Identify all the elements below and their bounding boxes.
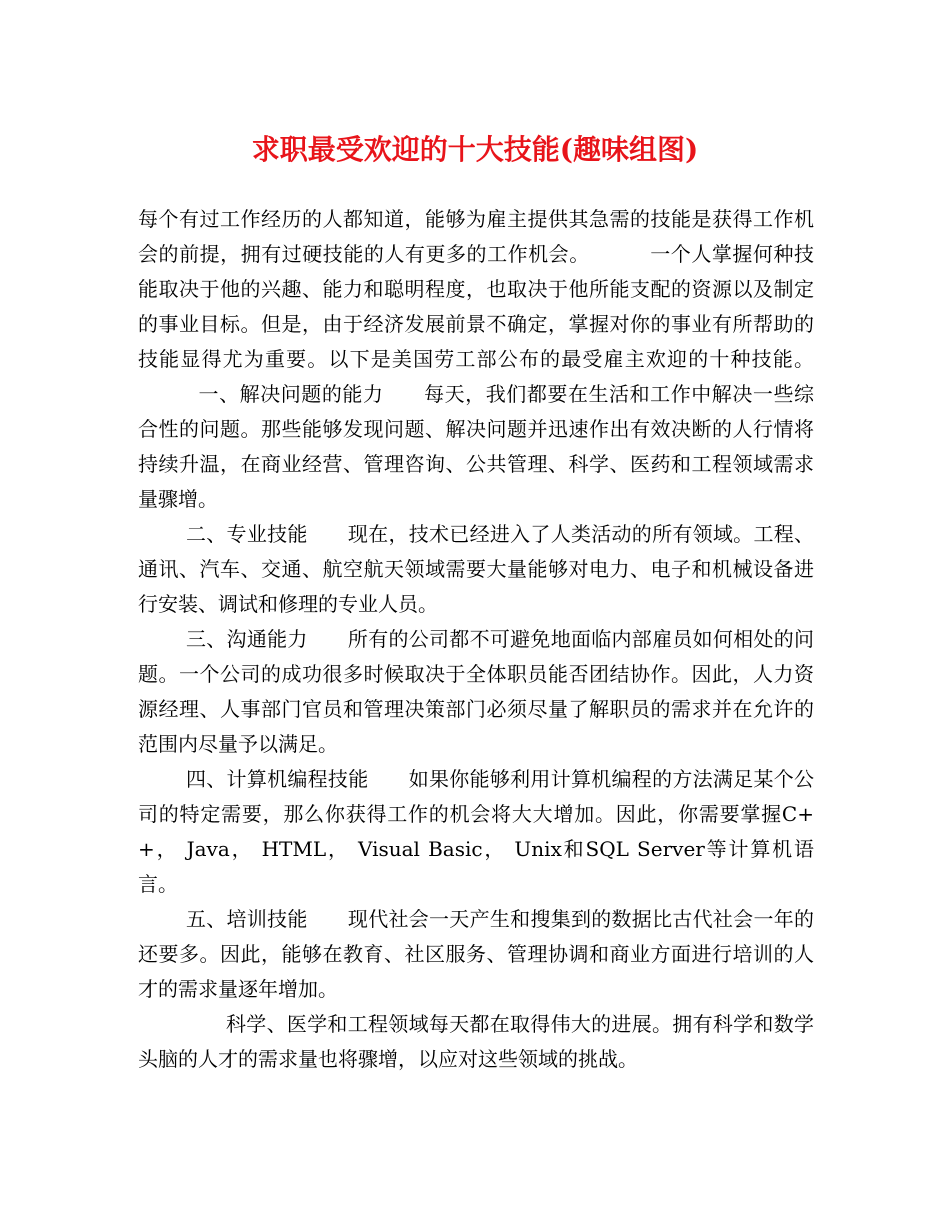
section-paragraph-4: [138, 762, 814, 902]
section-paragraph-5: [138, 902, 814, 1007]
closing-paragraph: 科学、医学和工程领域每天都在取得伟大的进展。拥有科学和数学头脑的人才的需求量也将骤增，以应对这些领域的挑战。: [138, 1012, 814, 1071]
section-text-2: 现在，技术已经进入了人类活动的所有领域。工程、通讯、汽车、交通、航空航天领域需要大量能够对电力、电子和机械设备进行安装、调试和修理的专业人员。: [138, 522, 815, 616]
intro-paragraph: [138, 202, 814, 517]
section-text-4: 如果你能够利用计算机编程的方法满足某个公司的特定需要，那么你获得工作的机会将大大增加。因此，你需要掌握C++， Java， HTML， Visual Basic， Unix和SQL Server等计算机语言。: [138, 767, 815, 896]
intro-text-2: 一个人掌握何种技能取决于他的兴趣、能力和聪明程度，也取决于他所能支配的资源以及制定的事业目标。但是，由于经济发展前景不确定，掌握对你的事业有所帮助的技能显得尤为重要。以下是美国劳工部公布的最受雇主欢迎的十种技能。: [138, 242, 815, 371]
section-heading-3: 三、沟通能力: [186, 627, 308, 651]
section-heading-2: 二、专业技能: [186, 522, 308, 546]
section-text-1: 每天，我们都要在生活和工作中解决一些综合性的问题。那些能够发现问题、解决问题并迅速作出有效决断的人行情将持续升温，在商业经营、管理咨询、公共管理、科学、医药和工程领域需求量骤增。: [138, 382, 815, 511]
page-title: 求职最受欢迎的十大技能(趣味组图): [251, 133, 699, 166]
document-body: [138, 202, 814, 1077]
section-text-3: 所有的公司都不可避免地面临内部雇员如何相处的问题。一个公司的成功很多时候取决于全体职员能否团结协作。因此，人力资源经理、人事部门官员和管理决策部门必须尽量了解职员的需求并在允许的范围内尽量予以满足。: [138, 627, 815, 756]
section-heading-5: 五、培训技能: [186, 907, 308, 931]
section-heading-1: 一、解决问题的能力: [198, 382, 384, 406]
section-paragraph-3: [138, 622, 814, 762]
intro-text-1: 每个有过工作经历的人都知道，能够为雇主提供其急需的技能是获得工作机会的前提，拥有过硬技能的人有更多的工作机会。: [138, 207, 814, 266]
section-heading-4: 四、计算机编程技能: [186, 767, 369, 791]
section-paragraph-2: [138, 517, 814, 622]
section-text-5: 现代社会一天产生和搜集到的数据比古代社会一年的还要多。因此，能够在教育、社区服务、管理协调和商业方面进行培训的人才的需求量逐年增加。: [138, 907, 815, 1001]
